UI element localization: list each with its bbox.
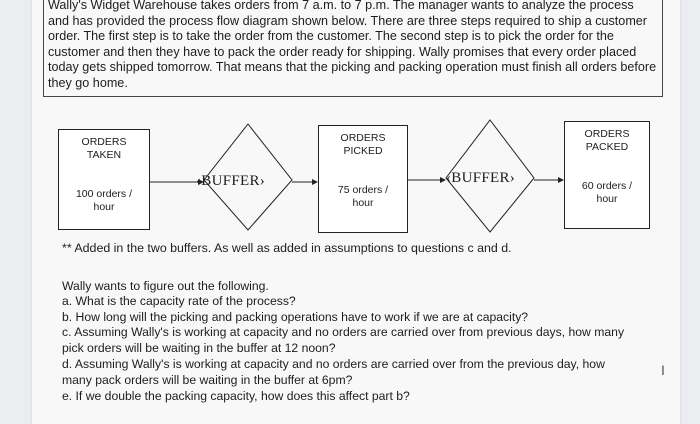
buffer-right-chevron: ›: [259, 173, 266, 189]
step-orders-taken: [58, 129, 150, 230]
step-orders-picked: [318, 125, 408, 233]
buffer-right-chevron: ›: [509, 170, 516, 186]
step-orders-packed: [564, 121, 650, 229]
orders-taken-rate-1: 100 orders /: [75, 188, 133, 200]
orders-packed-rate-2: hour: [596, 193, 618, 205]
buffer-label-2: ‹BUFFER›: [446, 170, 516, 186]
orders-packed-label-2: PACKED: [585, 141, 629, 153]
question-d-line-1: d. Assuming Wally's is working at capacity and no orders are carried over from the previous day, how: [62, 357, 605, 371]
buffer-left-chevron: ‹: [196, 173, 202, 189]
orders-picked-rate-1: 75 orders /: [337, 184, 389, 196]
orders-packed-label-1: ORDERS: [584, 128, 630, 140]
question-c-line-1: c. Assuming Wally's is working at capacity and no orders are carried over from previous days, how many: [62, 325, 625, 339]
orders-taken-label-1: ORDERS: [81, 136, 127, 148]
orders-picked-rate-2: hour: [352, 197, 374, 209]
orders-taken-label-2: TAKEN: [86, 149, 122, 161]
buffer-left-chevron: ‹: [446, 170, 452, 186]
buffer-label-1: ‹BUFFER›: [196, 173, 266, 189]
orders-packed-rate-1: 60 orders /: [581, 180, 633, 192]
text-cursor-icon: I: [661, 362, 665, 378]
intro-paragraph: Wally's Widget Warehouse takes orders from 7 a.m. to 7 p.m. The manager wants to analyze the process and has provided the process flow diagram shown below. There are three steps required to ship a customer order. The first step is to take the order from the customer. The second step is to pick the order for the customer and then they have to pack the order ready for shipping. Wally promises that every order placed today gets shipped tomorrow. That means that the picking and packing operation must finish all orders before they go home.: [43, 0, 663, 97]
question-d-line-2: many pack orders will be waiting in the buffer at 6pm?: [62, 373, 353, 387]
questions-lead: Wally wants to figure out the following.: [62, 279, 269, 293]
orders-taken-rate-2: hour: [93, 201, 115, 213]
question-e: e. If we double the packing capacity, how does this affect part b?: [62, 389, 410, 403]
question-c-line-2: pick orders will be waiting in the buffer at 12 noon?: [62, 341, 336, 355]
orders-picked-label-1: ORDERS: [340, 132, 386, 144]
question-b: b. How long will the picking and packing operations have to work if we are at capacity?: [62, 310, 529, 324]
orders-picked-label-2: PICKED: [343, 145, 383, 157]
buffer-note: ** Added in the two buffers. As well as added in assumptions to questions c and d.: [62, 241, 512, 255]
question-a: a. What is the capacity rate of the process?: [62, 294, 296, 308]
